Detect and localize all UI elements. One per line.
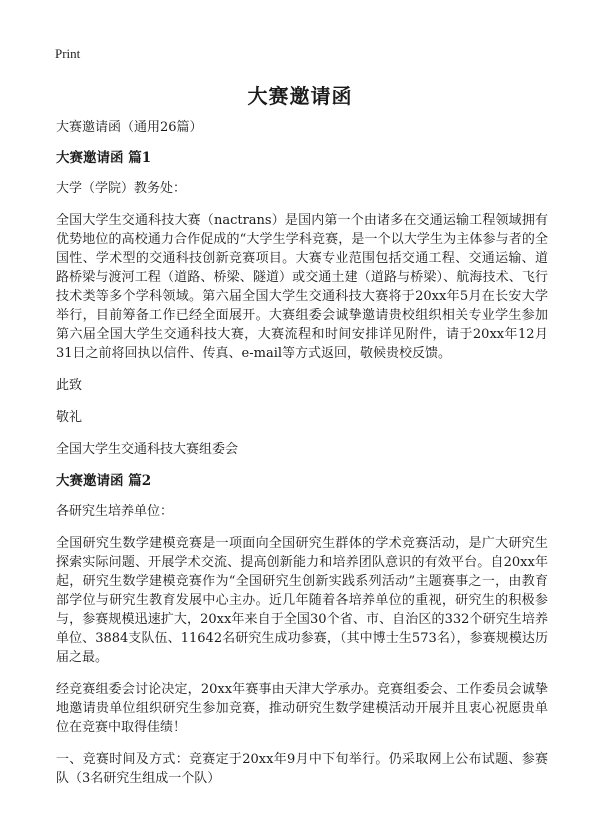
section-2-body-1: 全国研究生数学建模竞赛是一项面向全国研究生群体的学术竞赛活动，是广大研究生探索实际问题、开展学术交流、提高创新能力和培养团队意识的有效平台。自20xx年起，研究生数学建模竞赛作为“全国研究生创新实践系列活动”主题赛事之一，由教育部学位与研究生教育发展中心主办。近几年随着各培养单位的重视，研究生的积极参与，参赛规模迅速扩大，20xx年来自于全国30个省、市、自治区的332个研究生培养单位、3884支队伍、11642名研究生成功参赛，（其中博士生573名），参赛规模达历届之最。 [56,536,548,665]
print-label[interactable]: Print [55,46,81,61]
section-2-salutation: 各研究生培养单位： [56,504,174,519]
section-2-body-2: 经竞赛组委会讨论决定，20xx年赛事由天津大学承办。竞赛组委会、工作委员会诚挚地邀请贵单位组织研究生参加竞赛，推动研究生数学建模活动开展并且衷心祝愿贵单位在竞赛中取得佳绩！ [56,682,548,735]
section-2-heading: 大赛邀请函 篇2 [56,473,152,489]
section-1-signature: 全国大学生交通科技大赛组委会 [56,442,239,457]
section-1-closing-2: 敬礼 [56,410,83,425]
document-subtitle: 大赛邀请函（通用26篇） [56,120,203,135]
document-body [56,118,548,801]
section-1-body: 全国大学生交通科技大赛（nactrans）是国内第一个由诸多在交通运输工程领域拥有优势地位的高校通力合作促成的“大学生学科竞赛，是一个以大学生为主体参与者的全国性、学术型的交通科技创新竞赛项目。大赛专业范围包括交通工程、交通运输、道路桥梁与渡河工程（道路、桥梁、隧道）或交通土建（道路与桥梁）、航海技术、飞行技术类等多个学科领域。第六届全国大学生交通科技大赛将于20xx年5月在长安大学举行，目前筹备工作已经全面展开。大赛组委会诚挚邀请贵校组织相关专业学生参加第六届全国大学生交通科技大赛，大赛流程和时间安排详见附件，请于20xx年12月31日之前将回执以信件、传真、e-mail等方式返回，敬候贵校反馈。 [56,213,548,361]
section-1-closing-1: 此致 [56,378,83,393]
section-1-heading: 大赛邀请函 篇1 [56,150,152,166]
section-1-salutation: 大学（学院）教务处： [56,181,187,196]
page-title: 大赛邀请函 [247,84,353,108]
section-2-body-3: 一、竞赛时间及方式：竞赛定于20xx年9月中下旬举行。仍采取网上公布试题、参赛队（3名研究生组成一个队） [56,752,548,786]
